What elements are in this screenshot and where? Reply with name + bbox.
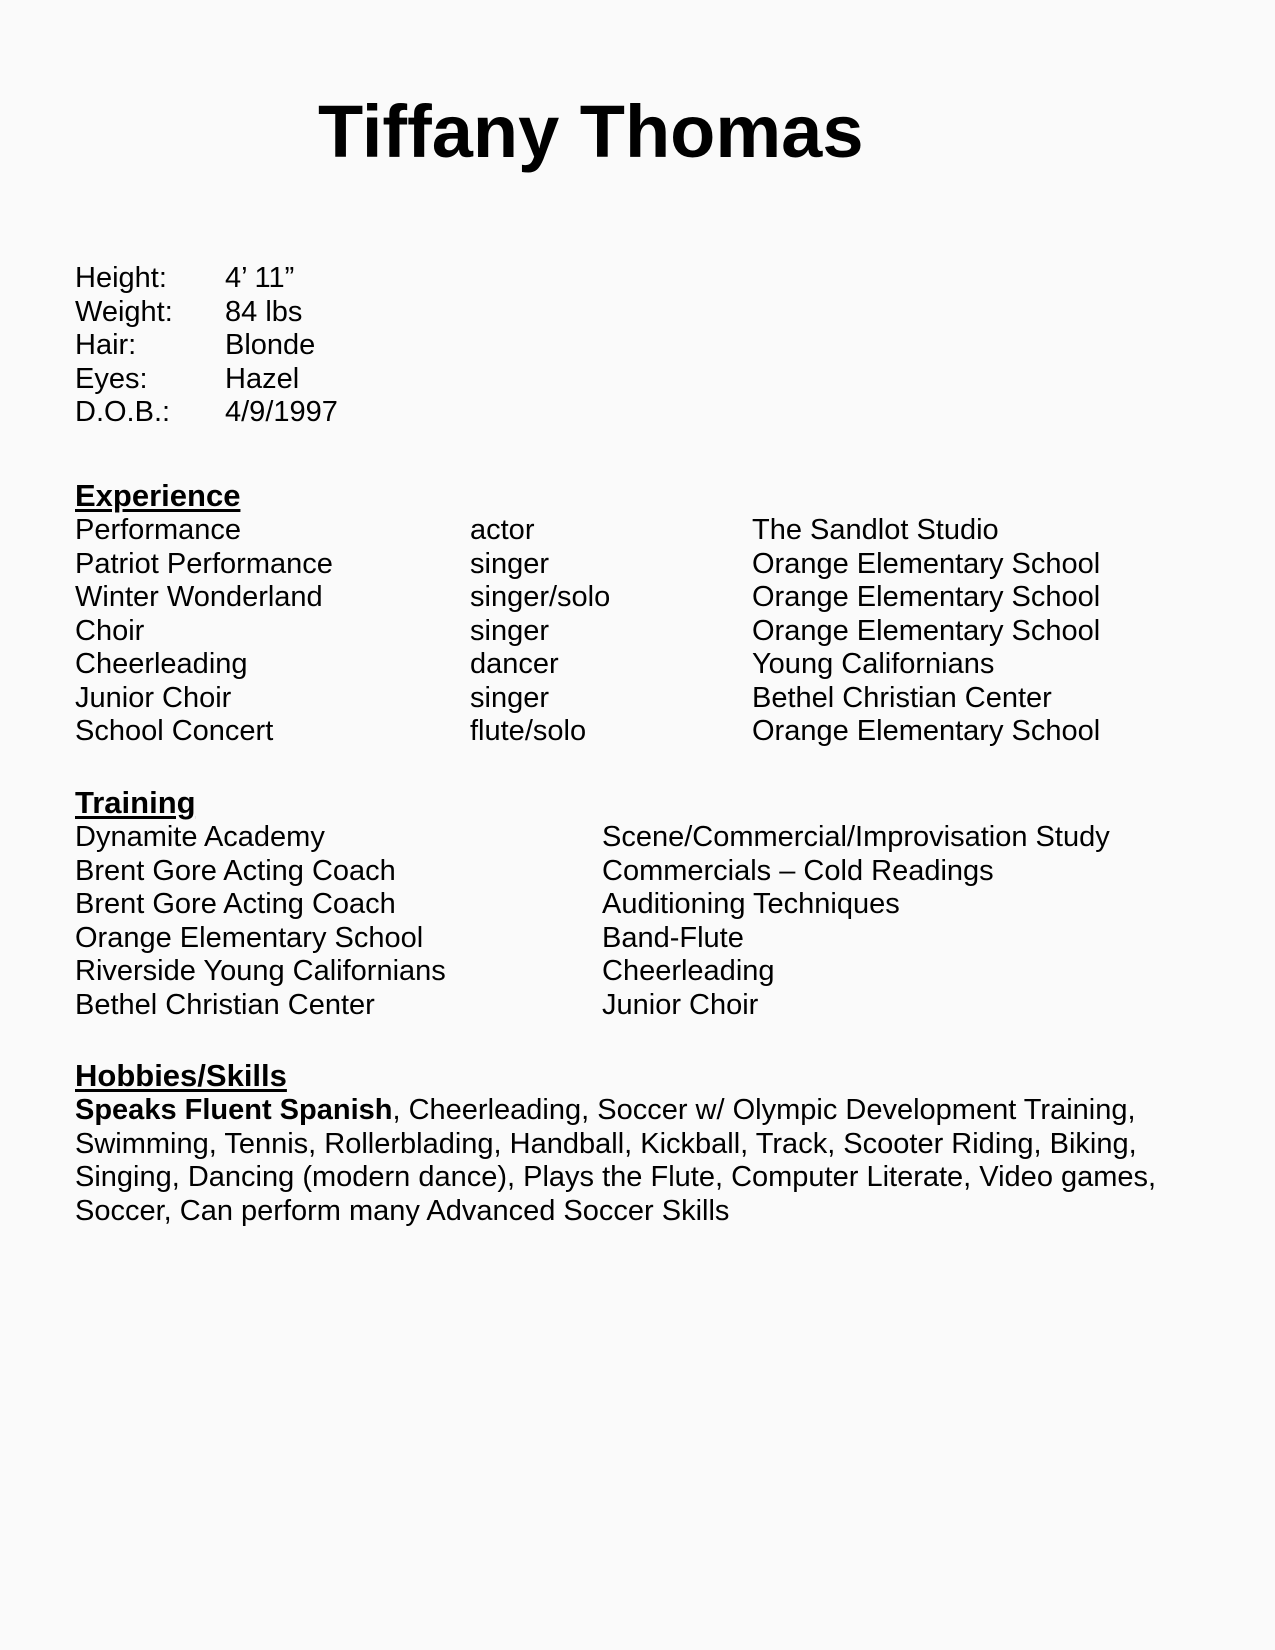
stat-label: Height:	[75, 262, 167, 294]
training-row	[75, 888, 900, 922]
experience-venue: Orange Elementary School	[752, 581, 1101, 613]
training-row	[75, 854, 994, 889]
experience-row	[75, 648, 995, 682]
hobbies-heading: Hobbies/Skills	[75, 1058, 287, 1093]
experience-role: flute/solo	[470, 715, 587, 747]
experience-title: School Concert	[75, 715, 274, 747]
experience-list	[75, 514, 1101, 749]
stat-value: Hazel	[225, 362, 300, 395]
training-heading: Training	[75, 785, 196, 820]
experience-venue: Bethel Christian Center	[752, 681, 1052, 714]
training-school: Dynamite Academy	[75, 821, 325, 853]
stat-row-dob	[75, 396, 338, 430]
experience-title: Choir	[75, 614, 145, 647]
experience-title: Cheerleading	[75, 648, 248, 680]
experience-venue: Orange Elementary School	[752, 547, 1101, 580]
stat-value: 4/9/1997	[225, 396, 338, 428]
experience-venue: The Sandlot Studio	[752, 514, 999, 546]
stat-row-weight	[75, 296, 338, 330]
training-subject: Junior Choir	[602, 988, 759, 1021]
experience-row	[75, 614, 1101, 649]
training-list	[75, 821, 1110, 1022]
experience-title: Junior Choir	[75, 681, 232, 714]
experience-title: Patriot Performance	[75, 547, 333, 580]
training-row	[75, 921, 744, 956]
stat-row-height	[75, 262, 338, 296]
training-school: Brent Gore Acting Coach	[75, 854, 396, 887]
experience-row	[75, 547, 1101, 582]
stat-value: 4’ 11”	[225, 262, 295, 294]
stat-label: Eyes:	[75, 362, 148, 395]
training-section	[75, 785, 1110, 1022]
experience-row	[75, 681, 1052, 716]
training-subject: Scene/Commercial/Improvisation Study	[602, 821, 1110, 853]
resume-name: Tiffany Thomas	[318, 90, 864, 173]
experience-venue: Orange Elementary School	[752, 614, 1101, 647]
experience-venue: Orange Elementary School	[752, 715, 1101, 747]
experience-row	[75, 514, 999, 548]
training-subject: Cheerleading	[602, 955, 775, 987]
training-row	[75, 955, 775, 989]
training-row	[75, 821, 1110, 855]
experience-row	[75, 581, 1101, 615]
hobbies-section	[75, 1058, 1195, 1228]
training-row	[75, 988, 759, 1023]
training-school: Riverside Young Californians	[75, 955, 446, 987]
training-subject: Auditioning Techniques	[602, 888, 900, 920]
training-subject: Band-Flute	[602, 921, 744, 954]
stat-label: D.O.B.:	[75, 396, 171, 428]
stat-row-hair	[75, 329, 338, 363]
experience-role: actor	[470, 514, 535, 546]
training-school: Bethel Christian Center	[75, 988, 375, 1021]
stat-label: Hair:	[75, 329, 137, 361]
experience-role: singer	[470, 681, 549, 714]
physical-stats	[75, 262, 338, 430]
experience-role: dancer	[470, 648, 559, 680]
experience-row	[75, 715, 1101, 749]
stat-value: Blonde	[225, 329, 316, 361]
training-school: Brent Gore Acting Coach	[75, 888, 396, 920]
hobbies-bold-lead: Speaks Fluent Spanish	[75, 1094, 393, 1126]
stat-value: 84 lbs	[225, 295, 303, 328]
stat-row-eyes	[75, 363, 338, 397]
hobbies-list-text: , Cheerleading, Soccer w/ Olympic Development Training, Swimming, Tennis, Rollerblading, Handball, Kickball, Track, Scooter Riding, Biking, Singing, Dancing (modern dance), Plays the Flute, Computer Literate, Video games, Soccer, Can perform many Advanced Soccer Skills	[75, 1094, 1157, 1227]
training-subject: Commercials – Cold Readings	[602, 854, 994, 887]
training-school: Orange Elementary School	[75, 921, 424, 954]
experience-venue: Young Californians	[752, 648, 995, 680]
experience-role: singer	[470, 547, 549, 580]
stat-label: Weight:	[75, 295, 173, 328]
experience-heading: Experience	[75, 478, 241, 513]
hobbies-paragraph	[75, 1094, 1195, 1228]
experience-role: singer	[470, 614, 549, 647]
experience-title: Winter Wonderland	[75, 581, 323, 613]
experience-role: singer/solo	[470, 581, 611, 613]
experience-section	[75, 478, 1101, 749]
experience-title: Performance	[75, 514, 242, 546]
